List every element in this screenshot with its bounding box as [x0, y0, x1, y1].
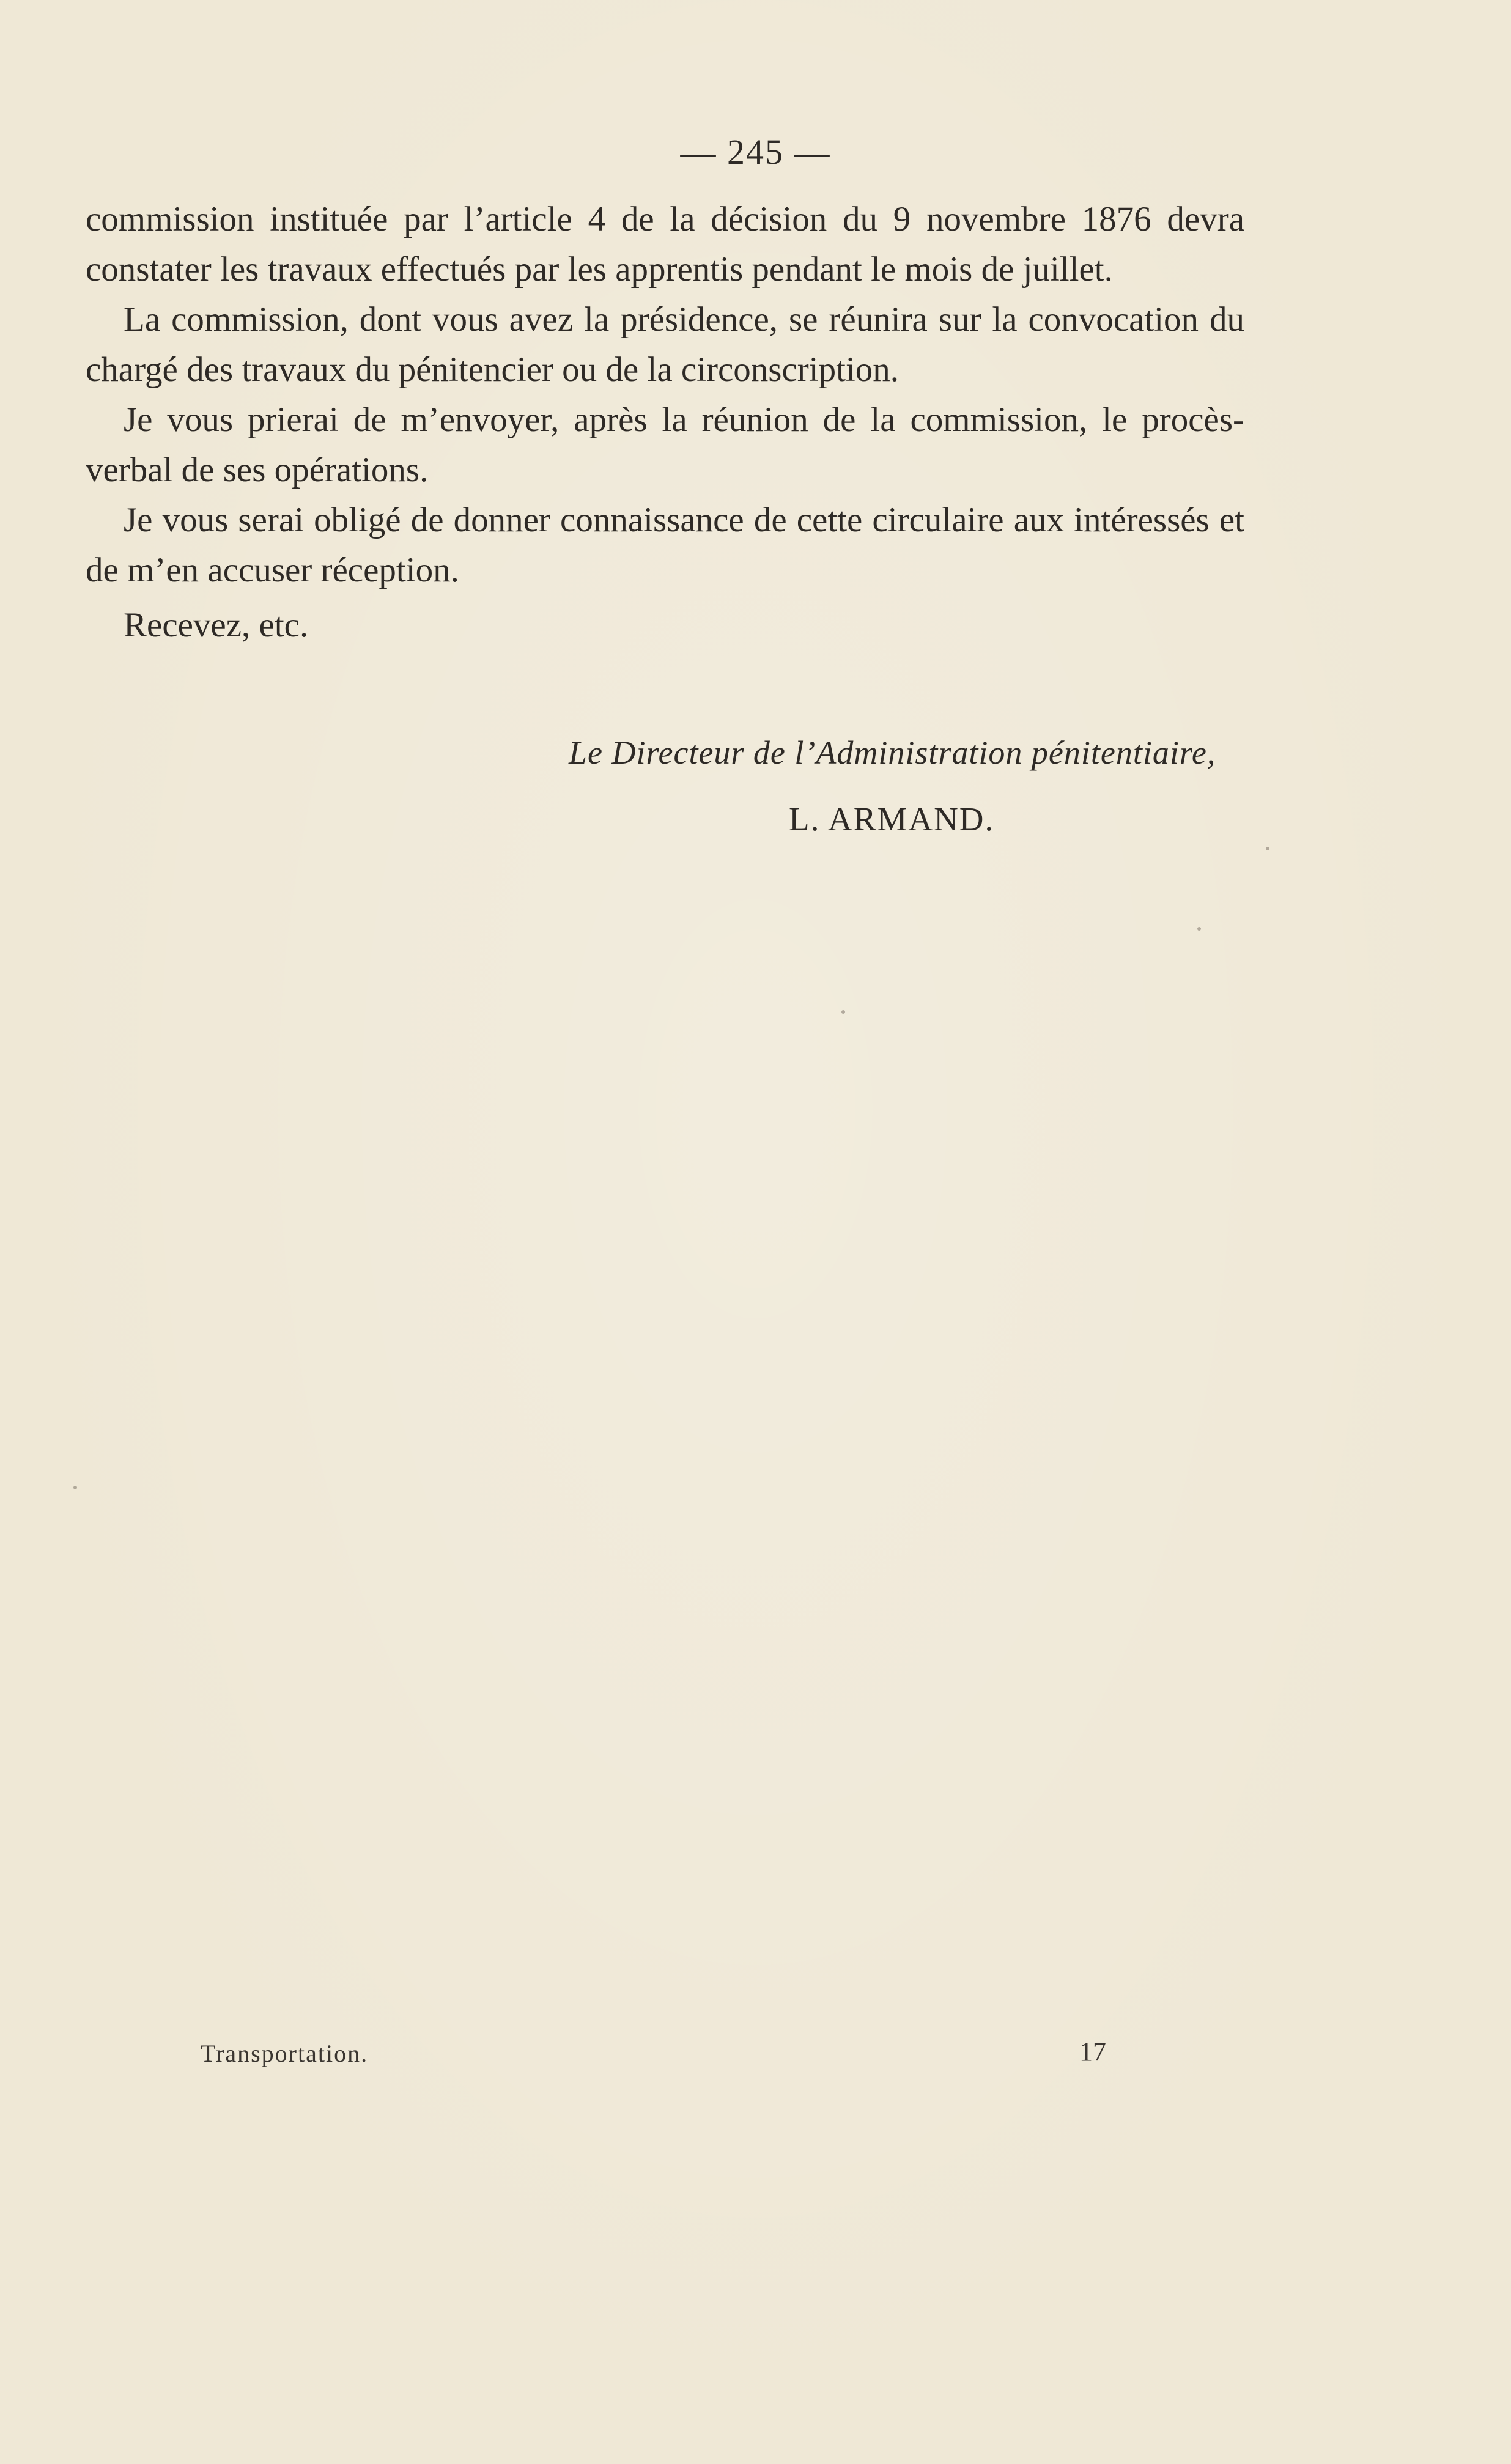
- paragraph-2: La commission, dont vous avez la présidence, se réunira sur la convocation du chargé des travaux du pénitencier ou de la circonscription.: [86, 300, 1244, 389]
- signature-name: L. ARMAND.: [789, 800, 995, 838]
- paragraph-3: Je vous prierai de m’envoyer, après la réunion de la commission, le procès-verbal de ses opérations.: [86, 400, 1244, 489]
- page-number: — 245 —: [680, 132, 831, 172]
- paragraph-4: Je vous serai obligé de donner connaissance de cette circulaire aux intéressés et de m’en accuser réception.: [86, 501, 1244, 589]
- body-text: [86, 194, 1244, 651]
- paragraph-1: commission instituée par l’article 4 de la décision du 9 novembre 1876 devra constater les travaux effectués par les apprentis pendant le mois de juillet.: [86, 200, 1244, 289]
- paper-speck: [841, 1010, 845, 1014]
- paper-speck: [73, 1486, 77, 1489]
- paper-speck: [1197, 927, 1201, 931]
- signature-title: Le Directeur de l’Administration pénitentiaire,: [569, 734, 1216, 771]
- footer-sheet-number: 17: [1079, 2037, 1106, 2067]
- footer-signature-mark: Transportation.: [201, 2040, 369, 2067]
- paper-speck: [1266, 847, 1269, 850]
- paragraph-5: Recevez, etc.: [124, 606, 309, 644]
